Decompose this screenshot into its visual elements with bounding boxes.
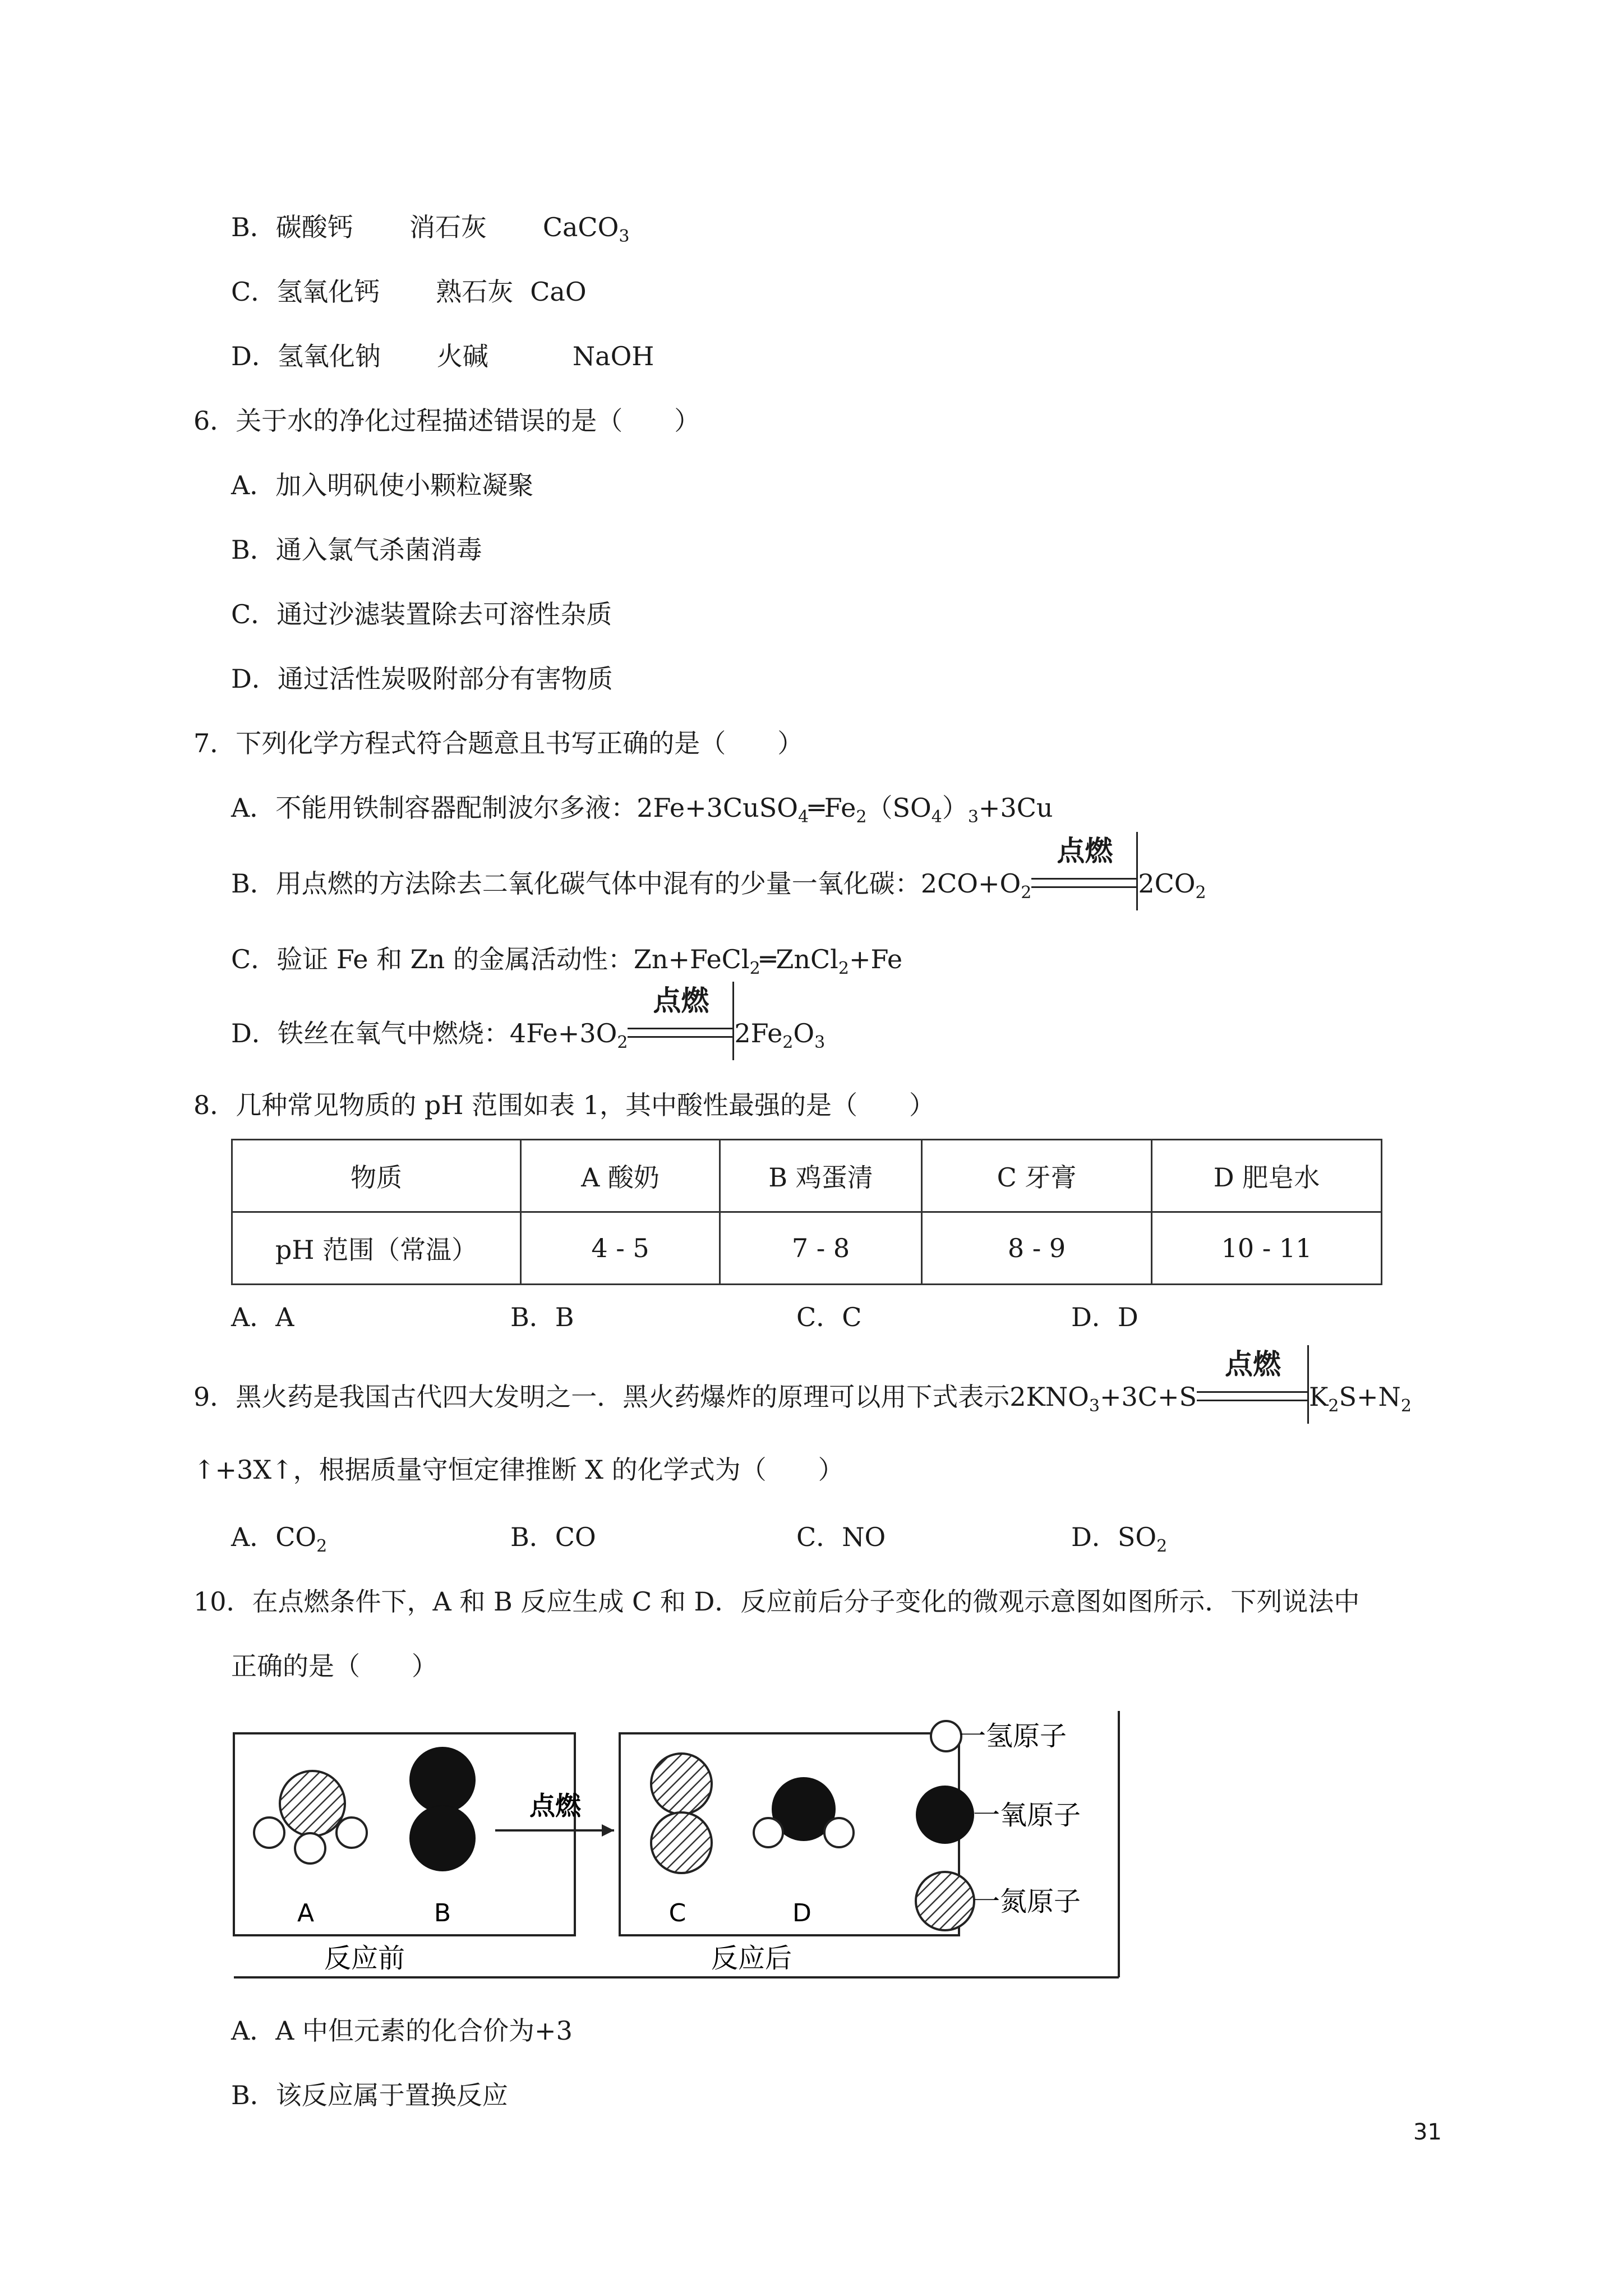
molecule-diagram: [227, 1708, 1136, 1989]
hydrogen-atom-icon: [931, 1721, 961, 1751]
q6-option-b: B．通入氯气杀菌消毒: [231, 535, 482, 565]
table-cell: 4 - 5: [521, 1212, 720, 1285]
q7-option-c: C．验证 Fe 和 Zn 的金属活动性：Zn+FeCl$_2$═ZnCl$_2$+Fe: [231, 944, 903, 978]
svg-text:一氧原子: 一氧原子: [973, 1800, 1081, 1831]
legend-nitrogen: [916, 1872, 1081, 1930]
q10-option-a: A．A 中但元素的化合价为+3: [231, 2016, 573, 2046]
q9-option-b: B．CO: [510, 1522, 596, 1552]
table-header-row: [232, 1140, 1382, 1212]
svg-text:一氮原子: 一氮原子: [973, 1886, 1081, 1917]
legend-hydrogen: [931, 1720, 1067, 1752]
q5-option-b: B．碳酸钙 消石灰 CaCO$_3$: [231, 212, 630, 246]
q7-option-a: A．不能用铁制容器配制波尔多液：$2Fe+3CuSO_4═Fe_2(SO_4)_3+3Cu$: [231, 793, 1053, 827]
table-cell: B 鸡蛋清: [720, 1140, 922, 1212]
molecule-label-d: D: [792, 1899, 811, 1927]
q9-stem: 9．黑火药是我国古代四大发明之一．黑火药爆炸的原理可以用下式表示$2KNO_3+3C+S$ 点燃 $K_2S+N_2$: [193, 1380, 1412, 1414]
q8-option-c: C．C: [796, 1302, 862, 1332]
q10-option-b: B．该反应属于置换反应: [231, 2080, 508, 2110]
arrow-label: 点燃: [529, 1791, 581, 1821]
q8-option-d: D．D: [1071, 1302, 1138, 1332]
q6-option-a: A．加入明矾使小颗粒凝聚: [231, 470, 534, 500]
svg-text:一氢原子: 一氢原子: [959, 1720, 1067, 1752]
q10-stem-line2: 正确的是（ ）: [231, 1651, 437, 1681]
reaction-condition: 点燃: [1031, 867, 1138, 900]
table-cell: 物质: [232, 1140, 521, 1212]
table-cell: 8 - 9: [922, 1212, 1152, 1285]
before-label: 反应前: [324, 1943, 405, 1974]
reaction-arrow-icon: [495, 1824, 614, 1837]
molecule-b-icon: [410, 1747, 475, 1871]
table-cell: 7 - 8: [720, 1212, 922, 1285]
molecule-c-icon: [651, 1754, 712, 1873]
q6-option-c: C．通过沙滤装置除去可溶性杂质: [231, 599, 612, 629]
q6-option-d: D．通过活性炭吸附部分有害物质: [231, 664, 613, 694]
q9-option-d: D．$SO_2$: [1071, 1522, 1168, 1556]
page-number: 31: [1413, 2119, 1442, 2145]
q8-option-a: A．A: [231, 1302, 294, 1332]
q5-option-d: D．氢氧化钠 火碱 NaOH: [231, 341, 654, 371]
q6-stem: 6．关于水的净化过程描述错误的是（ ）: [193, 406, 700, 436]
molecule-label-b: B: [434, 1899, 451, 1927]
q9-stem-line2: ↑+3X↑，根据质量守恒定律推断 X 的化学式为（ ）: [193, 1455, 844, 1485]
reaction-condition: 点燃: [1197, 1380, 1309, 1414]
legend-oxygen: [916, 1786, 1081, 1844]
q8-option-b: B．B: [510, 1302, 574, 1332]
q7-stem: 7．下列化学方程式符合题意且书写正确的是（ ）: [193, 728, 804, 758]
q5-option-c: C．氢氧化钙 熟石灰 CaO: [231, 277, 587, 307]
table-cell: C 牙膏: [922, 1140, 1152, 1212]
table-cell: D 肥皂水: [1152, 1140, 1382, 1212]
molecule-d-icon: [754, 1778, 854, 1847]
q9-option-a: A．$CO_2$: [231, 1522, 328, 1556]
q10-stem: 10．在点燃条件下，A 和 B 反应生成 C 和 D．反应前后分子变化的微观示意图如图所示．下列说法中: [193, 1586, 1360, 1617]
table-cell: A 酸奶: [521, 1140, 720, 1212]
molecule-a-icon: [254, 1771, 367, 1864]
q7-option-b: B．用点燃的方法除去二氧化碳气体中混有的少量一氧化碳：$2CO+O_2$ 点燃 $2CO_2$: [231, 867, 1206, 900]
molecule-label-c: C: [668, 1899, 686, 1927]
q8-stem: 8．几种常见物质的 pH 范围如表 1，其中酸性最强的是（ ）: [193, 1090, 935, 1120]
q7-option-d: D．铁丝在氧气中燃烧：$4Fe+3O_2$ 点燃 $2Fe_2O_3$: [231, 1016, 825, 1050]
after-label: 反应后: [711, 1943, 792, 1974]
oxygen-atom-icon: [916, 1786, 974, 1844]
nitrogen-atom-icon: [916, 1872, 974, 1930]
ph-table: [231, 1139, 1382, 1285]
table-cell: 10 - 11: [1152, 1212, 1382, 1285]
table-cell: pH 范围（常温）: [232, 1212, 521, 1285]
reaction-condition: 点燃: [628, 1016, 734, 1050]
q9-option-c: C．NO: [796, 1522, 886, 1552]
table-row: [232, 1212, 1382, 1285]
molecule-label-a: A: [297, 1899, 315, 1927]
